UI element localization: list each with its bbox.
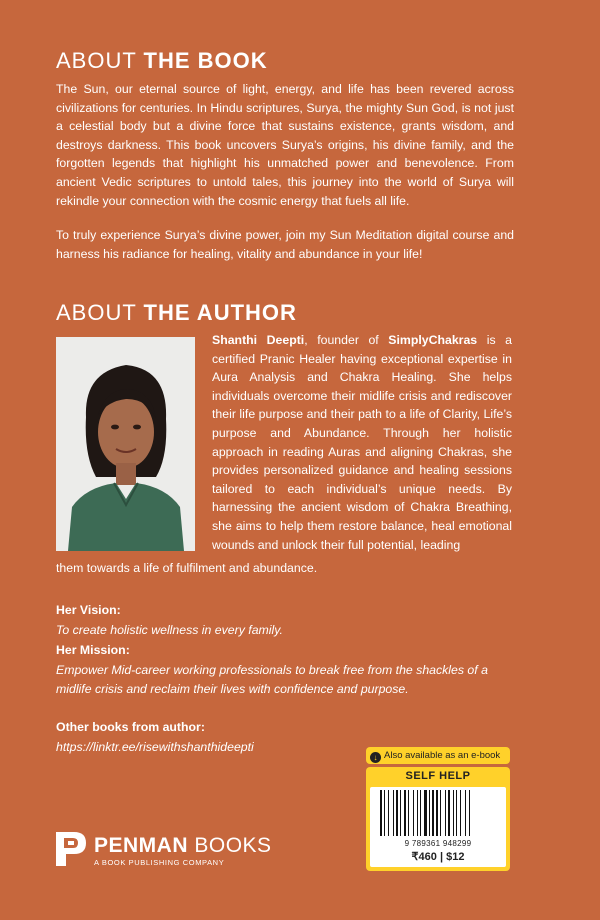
author-bio — [212, 331, 512, 554]
publisher-logo — [54, 830, 294, 870]
download-icon: ↓ — [370, 752, 381, 763]
author-photo — [56, 337, 195, 551]
about-book-heading: ABOUT THE BOOK — [56, 48, 268, 73]
author-bio-part: , founder of — [304, 333, 389, 347]
author-portrait-image — [56, 337, 195, 551]
course-invitation: To truly experience Surya’s divine power, join my Sun Meditation digital course and harness his radiance for healing, vitality and abundance in your life! — [56, 228, 514, 261]
isbn-number: 9 789361 948299 — [404, 839, 472, 848]
price: ₹460 | $12 — [411, 851, 465, 863]
top-bleed-text — [0, 0, 600, 12]
barcode-label — [366, 747, 510, 871]
genre-label: SELF HELP — [405, 770, 471, 782]
mission-text: Empower Mid-career working professionals to break free from the shackles of a midlife crisis and reclaim their lives with confidence and purpose. — [56, 663, 488, 696]
other-books-link[interactable]: https://linktr.ee/risewithshanthideepti — [56, 740, 254, 754]
barcode — [374, 790, 502, 838]
book-description: The Sun, our eternal source of light, energy, and life has been revered across civilizations for centuries. In Hindu scriptures, Surya, the mighty Sun God, is not just a celestial body but a divine force that sustains existence, grants wisdom, and destroys darkness. This book uncovers Surya’s origins, his divine family, and the forgotten legends that highlight his unmatched power and benevolence. From ancient Vedic scriptures to untold tales, this journey into the world of Surya will rekindle your connection with the cosmic energy that fuels all life. — [56, 82, 514, 208]
ebook-badge — [366, 747, 510, 764]
mission-label: Her Mission: — [56, 643, 130, 657]
vision-text: To create holistic wellness in every family. — [56, 623, 283, 637]
company-name: SimplyChakras — [388, 333, 478, 347]
author-bio-tail: them towards a life of fulfilment and abundance. — [56, 561, 318, 575]
vision-label: Her Vision: — [56, 603, 121, 617]
author-bio-body: is a certified Pranic Healer having exceptional expertise in Aura Analysis and Chakra Healing. She helps individuals overcome their midlife crisis and rediscover their life purpose and their path to a life of Clarity, Life’s purpose and Abundance. Through her holistic approach in reading Auras and aligning Chakras, she provides personalized guidance and healing sessions tailored to each individual’s unique needs. By harnessing the ancient wisdom of Chakra Breathing, she aims to help them restore balance, heal emotional wounds and unlock their full potential, leading — [212, 333, 512, 552]
about-author-heading: ABOUT THE AUTHOR — [56, 300, 297, 325]
ebook-text: Also available as an e-book — [384, 750, 501, 761]
other-books-label: Other books from author: — [56, 720, 205, 734]
author-name: Shanthi Deepti — [212, 333, 305, 347]
publisher-name: PENMAN BOOKS — [94, 834, 272, 857]
price-card — [366, 767, 510, 871]
publisher-tagline: A BOOK PUBLISHING COMPANY — [94, 858, 225, 867]
penman-logo-icon — [54, 830, 88, 868]
barcode-panel — [370, 787, 506, 867]
